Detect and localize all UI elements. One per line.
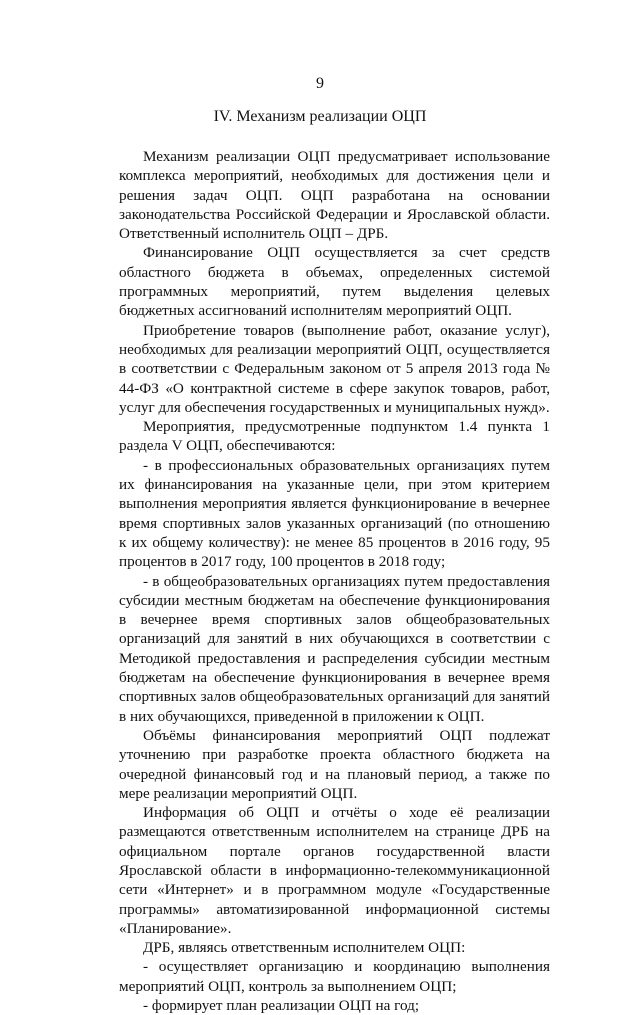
paragraph-activities: Мероприятия, предусмотренные подпунктом 1.4 пункта 1 раздела V ОЦП, обеспечиваются: [119,418,550,455]
list-item-coordination: - осуществляет организацию и координацию выполнения мероприятий ОЦП, контроль за выполнением ОЦП; [119,958,550,995]
list-item-professional-orgs: - в профессиональных образовательных организациях путем их финансирования на указанные цели, при этом критерием выполнения мероприятия является функционирование в вечернее время спортивных залов указанных организаций (по отношению к их общему количеству): не менее 85 процентов в 2016 году, 95 процентов в 2017 году, 100 процентов в 2018 году; [119,456,550,571]
section-title: IV. Механизм реализации ОЦП [213,108,427,125]
paragraph-mechanism: Механизм реализации ОЦП предусматривает использование комплекса мероприятий, необходимых для достижения цели и решения задач ОЦП. ОЦП разработана на основании законодательства Российской Федерации и Ярославской области. Ответственный исполнитель ОЦП – ДРБ. [119,148,550,243]
document-body [119,147,550,1015]
list-item-general-orgs: - в общеобразовательных организациях путем предоставления субсидии местным бюджетам на обеспечение функционирования в вечернее время спортивных залов общеобразовательных организаций для занятий в них обучающихся в соответствии с Методикой предоставления и распределения субсидии местным бюджетам на обеспечение функционирования в вечернее время спортивных залов общеобразовательных организаций для занятий в них обучающихся, приведенной в приложении к ОЦП. [119,572,550,725]
paragraph-information: Информация об ОЦП и отчёты о ходе её реализации размещаются ответственным исполнителем на странице ДРБ на официальном портале органов государственной власти Ярославской области в информационно-телекоммуникационной сети «Интернет» и в программном модуле «Государственные программы» автоматизированной информационной системы «Планирование». [119,804,550,937]
page-number: 9 [316,75,324,92]
paragraph-financing: Финансирование ОЦП осуществляется за счет средств областного бюджета в объемах, определенных системой программных мероприятий, путем выделения целевых бюджетных ассигнований исполнителям мероприятий ОЦП. [119,244,550,320]
paragraph-drb: ДРБ, являясь ответственным исполнителем ОЦП: [143,939,466,957]
paragraph-funding-volumes: Объёмы финансирования мероприятий ОЦП подлежат уточнению при разработке проекта областного бюджета на очередной финансовый год и на плановый период, а также по мере реализации мероприятий ОЦП. [119,726,550,802]
list-item-plan: - формирует план реализации ОЦП на год; [143,997,420,1015]
paragraph-procurement: Приобретение товаров (выполнение работ, оказание услуг), необходимых для реализации мероприятий ОЦП, осуществляется в соответствии с Федеральным законом от 5 апреля 2013 года № 44-ФЗ «О контрактной системе в сфере закупок товаров, работ, услуг для обеспечения государственных и муниципальных нужд». [119,321,550,416]
